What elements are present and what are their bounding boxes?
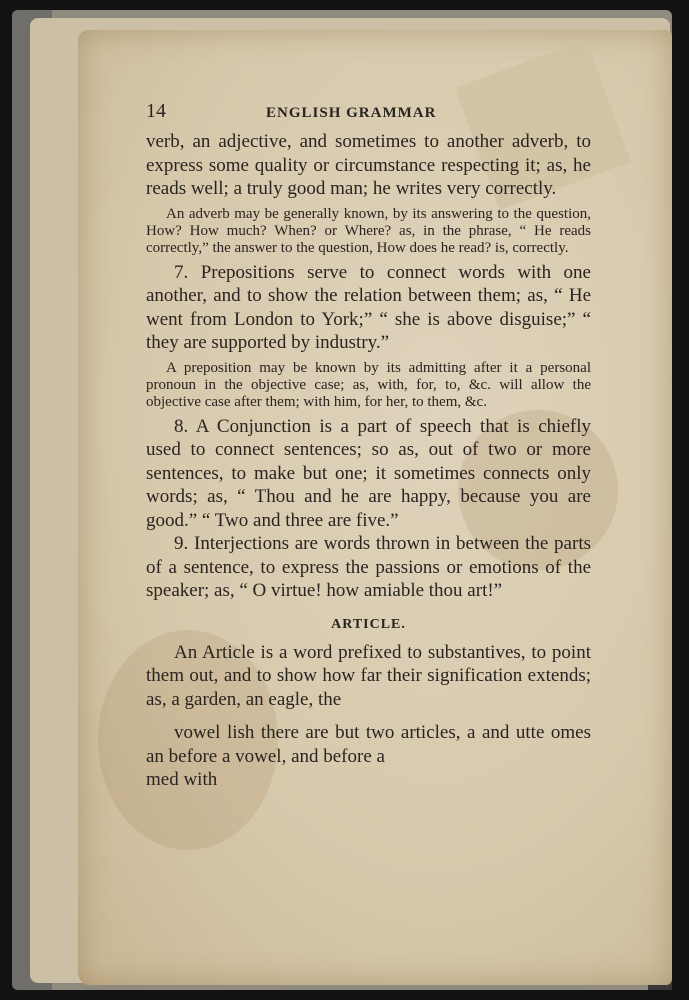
note-adverb: An adverb may be generally known, by its answering to the question, How? How much? When? or Where? as, in the phrase, “ He reads correctly,” the answer to the question, How does he read? is, correctly. [146, 205, 591, 256]
paragraph-conjunction: 8. A Conjunction is a part of speech that is chiefly used to connect sentences; so as, out of two or more sentences, to make but one; it sometimes connects only words; as, “ Thou and he are happy, because you are good.” “ Two and three are five.” [146, 415, 591, 531]
section-title-article: ARTICLE. [331, 616, 406, 632]
paragraph-adverb: verb, an adjective, and sometimes to another adverb, to express some quality or circumstance respecting it; as, he reads well; a truly good man; he writes very correctly. [146, 131, 591, 199]
note-preposition: A preposition may be known by its admitting after it a personal pronoun in the objective case; as, with, for, to, &c. will allow the objective case after them; with him, for her, to them, &c. [146, 359, 591, 410]
page-header [146, 100, 591, 130]
paragraph-article: An Article is a word prefixed to substantives, to point them out, and to show how far their signification extends; as, a garden, an eagle, the [146, 641, 591, 710]
paragraph-prepositions: 7. Prepositions serve to connect words with one another, and to show the relation between them; as, “ He went from London to York;” “ she is above disguise;” “ they are supported by industry.” [146, 261, 591, 353]
paragraph-article-fragment: med with [146, 769, 218, 790]
paragraph-article-torn: vowel lish there are but two articles, a and utte omes an before a vowel, and before a [146, 722, 591, 767]
page-content [146, 100, 591, 792]
running-head: ENGLISH GRAMMAR [266, 105, 437, 121]
page-number: 14 [146, 100, 166, 122]
paragraph-interjections: 9. Interjections are words thrown in between the parts of a sentence, to express the passions or emotions of the speaker; as, “ O virtue! how amiable thou art!” [146, 533, 591, 601]
